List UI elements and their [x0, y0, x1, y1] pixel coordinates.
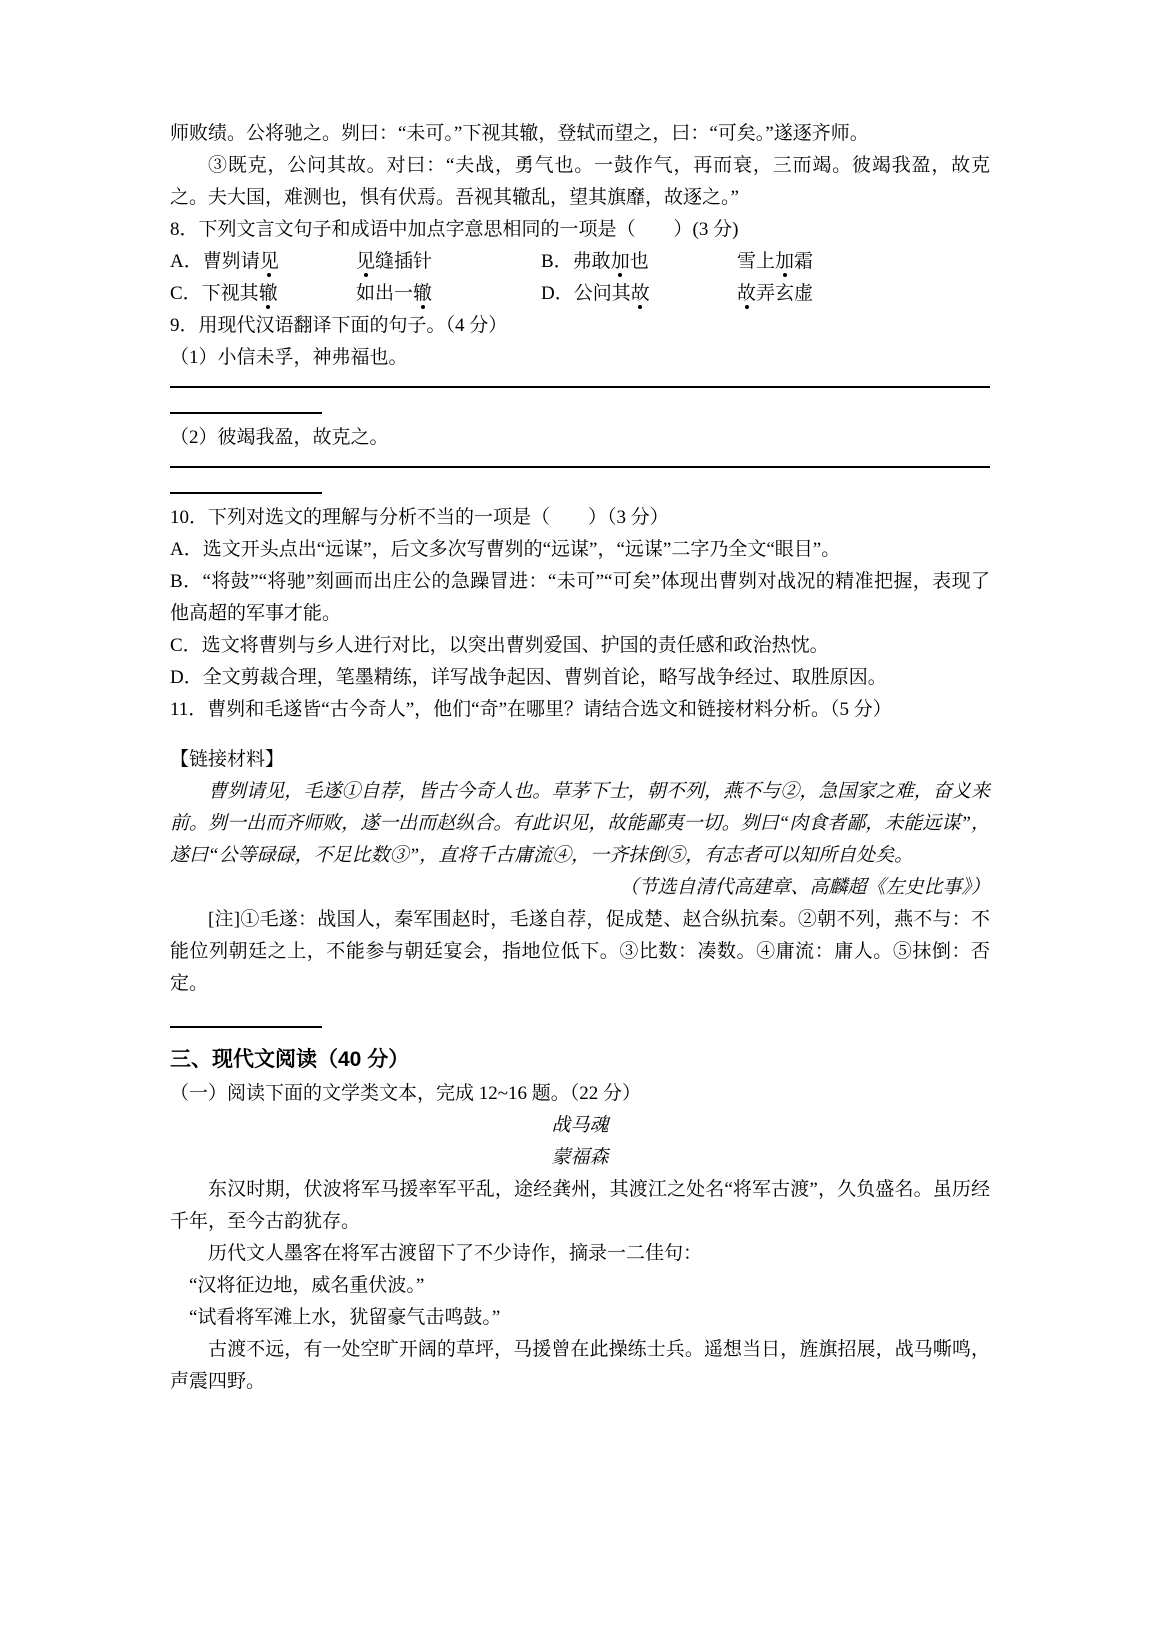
answer-blank-line-short	[170, 468, 322, 494]
emphasized-char: 辙	[413, 283, 433, 304]
text-segment: 弄玄虚	[756, 283, 814, 304]
text-segment: 缝插针	[375, 251, 433, 272]
text-segment: 如出一	[356, 283, 414, 304]
answer-blank-line	[170, 374, 990, 388]
question-9-stem: 9．用现代汉语翻译下面的句子。（4 分）	[170, 315, 508, 336]
passage-paragraph-3: ③既克，公问其故。对曰：“夫战，勇气也。一鼓作气，再而衰，三而竭。彼竭我盈，故克之。夫大国，难测也，惧有伏焉。吾视其辙乱，望其旗靡，故逐之。”	[170, 155, 990, 208]
story-quote-line: “试看将军滩上水，犹留豪气击鸣鼓。”	[189, 1307, 501, 1328]
text-segment: 霜	[794, 251, 814, 272]
question-10-option-b: B．“将鼓”“将驰”刻画而出庄公的急躁冒进：“未可”“可矣”体现出曹刿对战况的精准把握，表现了他高超的军事才能。	[170, 571, 990, 624]
section-3-heading: 三、现代文阅读（40 分）	[170, 1048, 410, 1071]
passage-line-continuation: 师败绩。公将驰之。刿曰：“未可。”下视其辙，登轼而望之，曰：“可矣。”遂逐齐师。	[170, 123, 869, 144]
q8-option-c-sentence	[170, 278, 356, 310]
q8-option-c-idiom	[356, 278, 541, 310]
answer-blank-line	[170, 454, 990, 468]
question-10-option-c: C．选文将曹刿与乡人进行对比，以突出曹刿爱国、护国的责任感和政治热忱。	[170, 635, 829, 656]
text-segment: D．公问其	[541, 283, 631, 304]
story-paragraph: 古渡不远，有一处空旷开阔的草坪，马援曾在此操练士兵。遥想当日，旌旗招展，战马嘶鸣，声震四野。	[170, 1339, 990, 1392]
question-8-options-row-2	[170, 278, 990, 310]
answer-blank-line-short	[170, 1000, 322, 1028]
reading-title: 战马魂	[551, 1115, 609, 1136]
question-10-stem: 10．下列对选文的理解与分析不当的一项是（ ）（3 分）	[170, 507, 669, 528]
story-quote-line: “汉将征边地，威名重伏波。”	[189, 1275, 425, 1296]
section-3-intro: （一）阅读下面的文学类文本，完成 12~16 题。（22 分）	[170, 1083, 642, 1104]
link-material-source: （节选自清代高建章、高麟超《左史比事》）	[619, 877, 990, 898]
text-segment: B．弗敢	[541, 251, 611, 272]
question-11-stem: 11．曹刿和毛遂皆“古今奇人”，他们“奇”在哪里？请结合选文和链接材料分析。（5 分）	[170, 699, 892, 720]
q8-option-a-idiom	[356, 246, 541, 278]
q8-option-d-sentence	[541, 278, 737, 310]
emphasized-char: 见	[356, 251, 376, 272]
link-material-heading: 【链接材料】	[170, 749, 285, 770]
text-segment: A．曹刿请	[170, 251, 260, 272]
link-material-note: [注]①毛遂：战国人，秦军围赵时，毛遂自荐，促成楚、赵合纵抗秦。②朝不列，燕不与：不能位列朝廷之上，不能参与朝廷宴会，指地位低下。③比数：凑数。④庸流：庸人。⑤抹倒：否定。	[170, 909, 990, 994]
story-paragraph: 东汉时期，伏波将军马援率军平乱，途经龚州，其渡江之处名“将军古渡”，久负盛名。虽历经千年，至今古韵犹存。	[170, 1179, 990, 1232]
emphasized-char: 辙	[258, 283, 278, 304]
emphasized-char: 加	[610, 251, 630, 272]
answer-blank-line-short	[170, 388, 322, 414]
question-10-option-a: A．选文开头点出“远谋”，后文多次写曹刿的“远谋”，“远谋”二字乃全文“眼目”。	[170, 539, 841, 560]
question-8-stem: 8．下列文言文句子和成语中加点字意思相同的一项是（ ）(3 分)	[170, 219, 739, 240]
story-paragraph: 历代文人墨客在将军古渡留下了不少诗作，摘录一二佳句：	[208, 1243, 703, 1264]
emphasized-char: 故	[630, 283, 650, 304]
q8-option-a-sentence	[170, 246, 356, 278]
text-segment: 雪上	[737, 251, 776, 272]
question-9-item-2: （2）彼竭我盈，故克之。	[170, 427, 389, 448]
link-material-body: 曹刿请见，毛遂①自荐，皆古今奇人也。草茅下士，朝不列，燕不与②，急国家之难，奋义来前。刿一出而齐师败，遂一出而赵纵合。有此识见，故能鄙夷一切。刿曰“肉食者鄙，未能远谋”，遂曰“公等碌碌，不足比数③”，直将千古庸流④，一齐抹倒⑤，有志者可以知所自处矣。	[170, 781, 990, 866]
reading-author: 蒙福森	[551, 1147, 609, 1168]
question-8-options-row-1	[170, 246, 990, 278]
emphasized-char: 见	[259, 251, 279, 272]
q8-option-b-idiom	[737, 246, 990, 278]
question-9-item-1: （1）小信未孚，神弗福也。	[170, 347, 408, 368]
text-segment: C．下视其	[170, 283, 259, 304]
text-segment: 也	[629, 251, 649, 272]
q8-option-b-sentence	[541, 246, 737, 278]
q8-option-d-idiom	[737, 278, 990, 310]
question-10-option-d: D．全文剪裁合理，笔墨精练，详写战争起因、曹刿首论，略写战争经过、取胜原因。	[170, 667, 887, 688]
emphasized-char: 故	[737, 283, 757, 304]
emphasized-char: 加	[775, 251, 795, 272]
